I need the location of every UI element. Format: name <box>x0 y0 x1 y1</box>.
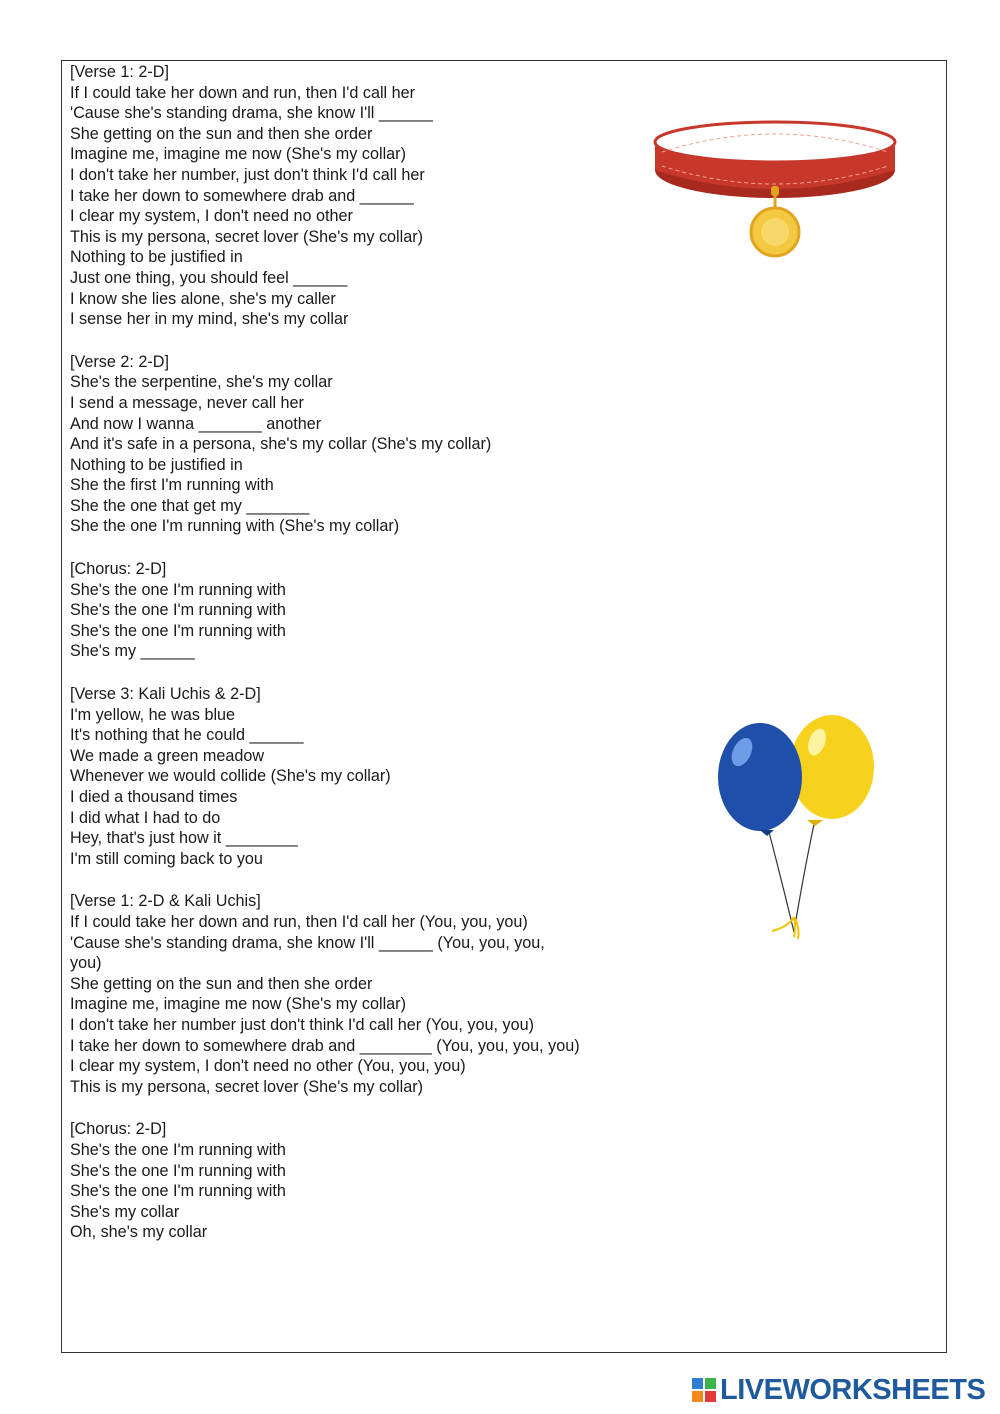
liveworksheets-logo[interactable] <box>692 1372 985 1408</box>
lyrics-section <box>70 352 670 537</box>
collar-illustration <box>650 112 900 262</box>
lyric-line: She's the one I'm running with <box>70 601 286 620</box>
lyric-line: I send a message, never call her <box>70 393 304 412</box>
lyric-line: Nothing to be justified in <box>70 455 243 474</box>
lyric-line: you) <box>70 954 102 973</box>
lyric-line: She's the one I'm running with <box>70 1140 286 1159</box>
lyric-line: Imagine me, imagine me now (She's my collar) <box>70 995 406 1014</box>
lyric-line: If I could take her down and run, then I'd call her <box>70 83 416 102</box>
lyric-line: I'm still coming back to you <box>70 849 263 868</box>
lyrics-section <box>70 1119 670 1243</box>
lyric-line: It's nothing that he could ______ <box>70 726 304 745</box>
lyrics-section <box>70 62 670 330</box>
lyric-line: Oh, she's my collar <box>70 1223 208 1242</box>
lyric-line: She getting on the sun and then she order <box>70 974 373 993</box>
lyric-line: She getting on the sun and then she order <box>70 124 373 143</box>
lyric-line: I did what I had to do <box>70 808 221 827</box>
lyric-line: Hey, that's just how it ________ <box>70 829 298 848</box>
lyric-line: Nothing to be justified in <box>70 248 243 267</box>
lyric-line: She's the one I'm running with <box>70 1182 286 1201</box>
lyric-line: I take her down to somewhere drab and ________ (You, you, you, you) <box>70 1036 580 1055</box>
lyric-line: I clear my system, I don't need no other (You, you, you) <box>70 1057 466 1076</box>
lyric-line: Imagine me, imagine me now (She's my collar) <box>70 145 406 164</box>
lyric-line: I clear my system, I don't need no other <box>70 207 353 226</box>
section-header: [Verse 2: 2-D] <box>70 352 169 371</box>
lyric-line: I take her down to somewhere drab and ______ <box>70 186 414 205</box>
lyric-line: This is my persona, secret lover (She's my collar) <box>70 1077 424 1096</box>
lyric-line: This is my persona, secret lover (She's my collar) <box>70 227 424 246</box>
lyrics-section <box>70 559 670 662</box>
lyric-line: I don't take her number just don't think I'd call her (You, you, you) <box>70 1015 534 1034</box>
lyric-line: If I could take her down and run, then I'd call her (You, you, you) <box>70 912 528 931</box>
lyric-line: She's the serpentine, she's my collar <box>70 373 333 392</box>
section-header: [Verse 1: 2-D] <box>70 63 169 81</box>
lyric-line: She the one I'm running with (She's my collar) <box>70 517 400 536</box>
section-header: [Verse 1: 2-D & Kali Uchis] <box>70 892 261 911</box>
lyrics-body <box>70 62 670 1265</box>
lyric-line: She's my collar <box>70 1202 180 1221</box>
lyric-line: I died a thousand times <box>70 788 238 806</box>
lyric-line: And it's safe in a persona, she's my collar (She's my collar) <box>70 435 492 454</box>
section-header: [Chorus: 2-D] <box>70 1120 167 1139</box>
lyric-line: And now I wanna _______ another <box>70 414 322 433</box>
lyric-line: We made a green meadow <box>70 746 265 765</box>
lyrics-section <box>70 891 670 1097</box>
lyric-line: She's the one I'm running with <box>70 580 286 599</box>
liveworksheets-logo-icon <box>692 1378 716 1402</box>
lyrics-section <box>70 684 670 869</box>
lyric-line: She the one that get my _______ <box>70 496 310 515</box>
lyric-line: I don't take her number, just don't think I'd call her <box>70 165 425 184</box>
lyric-line: She's my ______ <box>70 642 195 661</box>
lyric-line: I sense her in my mind, she's my collar <box>70 310 349 329</box>
lyric-line: 'Cause she's standing drama, she know I'll ______ <box>70 104 433 123</box>
lyric-line: I know she lies alone, she's my caller <box>70 289 336 308</box>
lyric-line: She's the one I'm running with <box>70 621 286 640</box>
lyric-line: I'm yellow, he was blue <box>70 705 236 724</box>
lyric-line: She's the one I'm running with <box>70 1161 286 1180</box>
lyric-line: 'Cause she's standing drama, she know I'll ______ (You, you, you, <box>70 933 545 952</box>
section-header: [Verse 3: Kali Uchis & 2-D] <box>70 685 261 704</box>
lyric-line: She the first I'm running with <box>70 476 274 495</box>
balloons-illustration <box>712 712 882 952</box>
liveworksheets-logo-text: LIVEWORKSHEETS <box>720 1373 986 1406</box>
section-header: [Chorus: 2-D] <box>70 560 167 579</box>
lyric-line: Just one thing, you should feel ______ <box>70 268 348 287</box>
lyric-line: Whenever we would collide (She's my collar) <box>70 767 391 786</box>
